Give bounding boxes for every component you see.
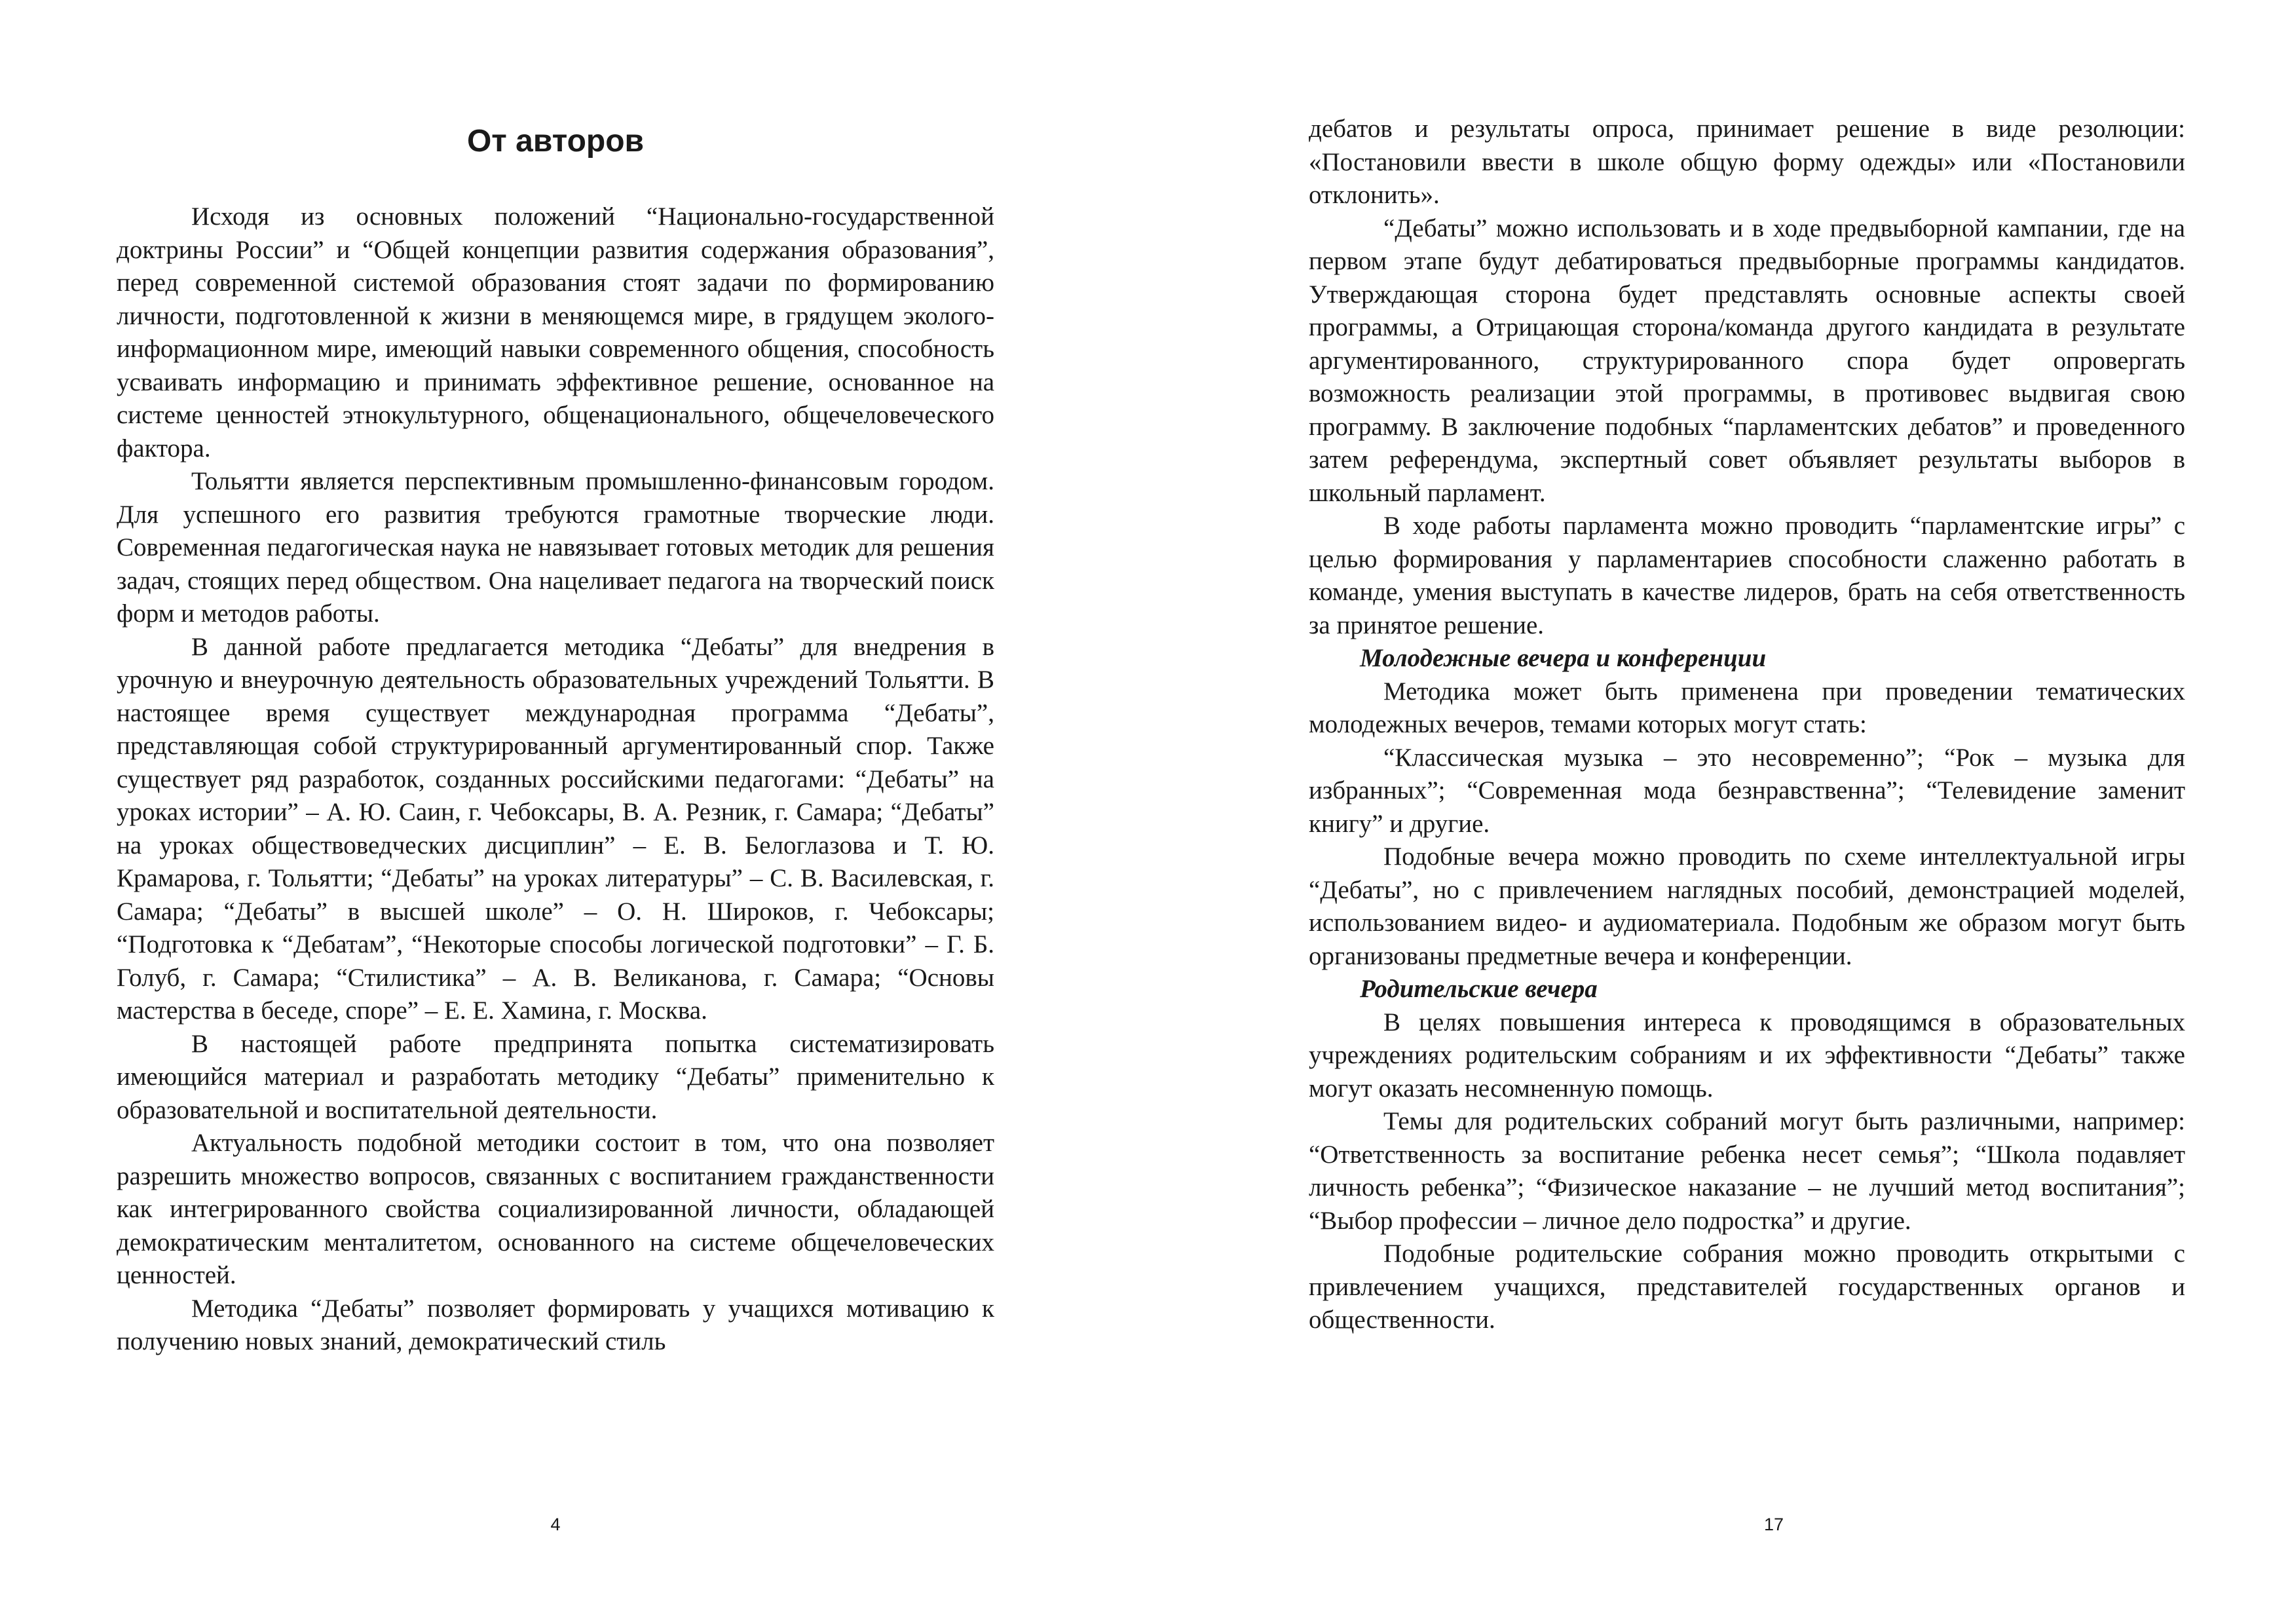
paragraph: дебатов и результаты опроса, принимает решение в виде резолюции: «Постановили ввести в школе общую форму одежды» или «Постановили отклонить». [1309,115,2185,209]
paragraph: Тольятти является перспективным промышленно-финансовым городом. Для успешного его развития требуются грамотные творческие люди. Современная педагогическая наука не навязывает готовых методик для решения задач, стоящих перед обществом. Она нацеливает педагога на творческий поиск форм и методов работы. [117,467,994,628]
paragraph: В целях повышения интереса к проводящимся в образовательных учреждениях родительским собраниям и их эффективности “Дебаты” также могут оказать несомненную помощь. [1309,1008,2185,1103]
page-number: 17 [1763,1515,1784,1534]
paragraph: В настоящей работе предпринята попытка систематизировать имеющийся материал и разработать методику “Дебаты” применительно к образовательной и воспитательной деятельности. [117,1029,994,1124]
paragraph: Подобные родительские собрания можно проводить открытыми с привлечением учащихся, представителей государственных органов и общественности. [1309,1239,2185,1334]
paragraph: Подобные вечера можно проводить по схеме интеллектуальной игры “Дебаты”, но с привлечением наглядных пособий, демонстрацией моделей, использованием видео- и аудиоматериала. Подобным же образом могут быть организованы предметные вечера и конференции. [1309,842,2185,970]
right-page-text [1309,113,2185,1337]
paragraph: Методика “Дебаты” позволяет формировать у учащихся мотивацию к получению новых знаний, демократический стиль [117,1294,994,1355]
section-subheading: Молодежные вечера и конференции [1360,644,1767,672]
paragraph: Исходя из основных положений “Национально-государственной доктрины России” и “Общей концепции развития содержания образования”, перед современной системой образования стоят задачи по формированию личности, подготовленной к жизни в меняющемся мире, в грядущем эколого-информационном мире, имеющий навыки современного общения, способность усваивать информацию и принимать эффективное решение, основанное на системе ценностей этнокультурного, общенационального, общечеловеческого фактора. [117,202,994,463]
paragraph: В ходе работы парламента можно проводить “парламентские игры” с целью формирования у парламентариев способности слаженно работать в команде, умения выступать в качестве лидеров, брать на себя ответственность за принятое решение. [1309,512,2185,639]
paragraph: “Дебаты” можно использовать и в ходе предвыборной кампании, где на первом этапе будут дебатироваться предвыборные программы кандидатов. Утверждающая сторона будет представлять основные аспекты своей программы, а Отрицающая сторона/команда другого кандидата в результате аргументированного, структурированного спора будет опровергать возможность реализации этой программы, в противовес выдвигая свою программу. В заключение подобных “парламентских дебатов” и проведенного затем референдума, экспертный совет объявляет результаты выборов в школьный парламент. [1309,214,2185,507]
right-page [1145,0,2290,1624]
paragraph: “Классическая музыка – это несовременно”; “Рок – музыка для избранных”; “Современная мода безнравственна”; “Телевидение заменит книгу” и другие. [1309,743,2185,838]
section-subheading: Родительские вечера [1360,975,1598,1003]
paragraph: Темы для родительских собраний могут быть различными, например: “Ответственность за воспитание ребенка несет семья”; “Школа подавляет личность ребенка”; “Физическое наказание – не лучший метод воспитания”; “Выбор профессии – личное дело подростка” и другие. [1309,1107,2185,1235]
left-page-text [117,200,994,1359]
page-number: 4 [550,1515,561,1534]
page-title: От авторов [466,124,645,159]
paragraph: Актуальность подобной методики состоит в том, что она позволяет разрешить множество вопросов, связанных с воспитанием гражданственности как интегрированного свойства социализированной личности, обладающей демократическим менталитетом, основанного на системе общечеловеческих ценностей. [117,1129,994,1289]
paragraph: В данной работе предлагается методика “Дебаты” для внедрения в урочную и внеурочную деятельность образовательных учреждений Тольятти. В настоящее время существует международная программа “Дебаты”, представляющая собой структурированный аргументированный спор. Также существует ряд разработок, созданных российскими педагогами: “Дебаты” на уроках истории” – А. Ю. Саин, г. Чебоксары, В. А. Резник, г. Самара; “Дебаты” на уроках обществоведческих дисциплин” – Е. В. Белоглазова и Т. Ю. Крамарова, г. Тольятти; “Дебаты” на уроках литературы” – С. В. Василевская, г. Самара; “Дебаты” в высшей школе” – О. Н. Широков, г. Чебоксары; “Подготовка к “Дебатам”, “Некоторые способы логической подготовки” – Г. Б. Голуб, г. Самара; “Стилистика” – А. В. Великанова, г. Самара; “Основы мастерства в беседе, споре” – Е. Е. Хамина, г. Москва. [117,632,994,1025]
paragraph: Методика может быть применена при проведении тематических молодежных вечеров, темами которых могут стать: [1309,677,2185,738]
